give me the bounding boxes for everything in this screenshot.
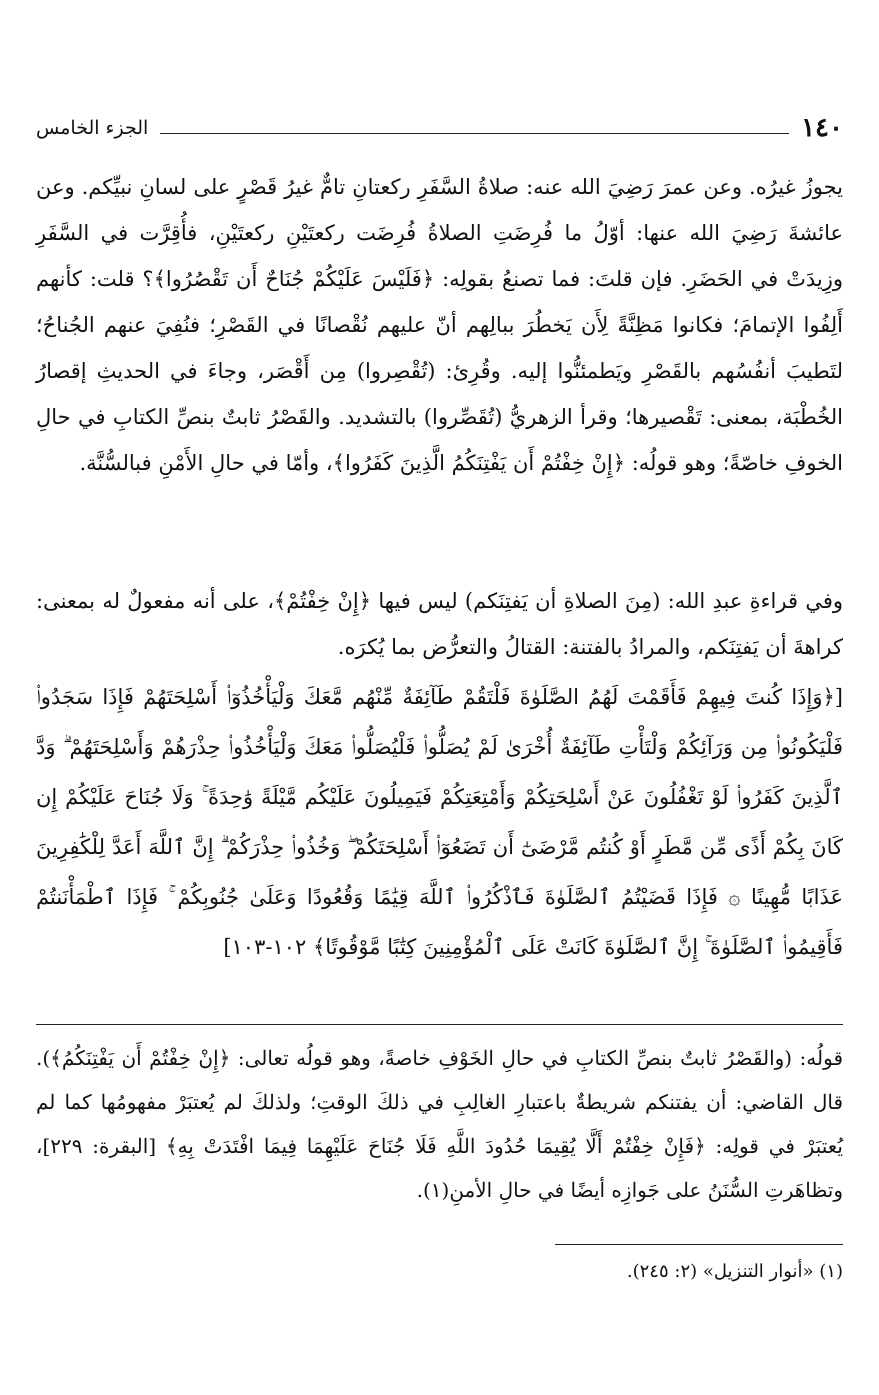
page-header: [36, 108, 843, 148]
commentary-divider: [36, 1024, 843, 1025]
verse-text: [﴿وَإِذَا كُنتَ فِيهِمْ فَأَقَمْتَ لَهُمُ الصَّلَوٰةَ فَلْتَقُمْ طَآئِفَةٌ مِّنْهُم مَّعَكَ وَلْيَأْخُذُوٓا۟ أَسْلِحَتَهُمْ فَإِذَا سَجَدُوا۟ فَلْيَكُونُوا۟ مِن وَرَآئِكُمْ وَلْتَأْتِ طَآئِفَةٌ أُخْرَىٰ لَمْ يُصَلُّوا۟ فَلْيُصَلُّوا۟ مَعَكَ وَلْيَأْخُذُوا۟ حِذْرَهُمْ وَأَسْلِحَتَهُمْ ۗ وَدَّ ٱلَّذِينَ كَفَرُوا۟ لَوْ تَغْفُلُونَ عَنْ أَسْلِحَتِكُمْ وَأَمْتِعَتِكُمْ فَيَمِيلُونَ عَلَيْكُم مَّيْلَةً وَٰحِدَةً ۚ وَلَا جُنَاحَ عَلَيْكُمْ إِن كَانَ بِكُمْ أَذًى مِّن مَّطَرٍ أَوْ كُنتُم مَّرْضَىٰٓ أَن تَضَعُوٓا۟ أَسْلِحَتَكُمْ ۖ وَخُذُوا۟ حِذْرَكُمْ ۗ إِنَّ ٱللَّهَ أَعَدَّ لِلْكَٰفِرِينَ عَذَابًا مُّهِينًا ۞ فَإِذَا قَضَيْتُمُ ٱلصَّلَوٰةَ فَٱذْكُرُوا۟ ٱللَّهَ قِيَٰمًا وَقُعُودًا وَعَلَىٰ جُنُوبِكُمْ ۚ فَإِذَا ٱطْمَأْنَنتُمْ فَأَقِيمُوا۟ ٱلصَّلَوٰةَ ۚ إِنَّ ٱلصَّلَوٰةَ كَانَتْ عَلَى ٱلْمُؤْمِنِينَ كِتَٰبًا مَّوْقُوتًا﴾ ١٠٢-١٠٣]: [36, 685, 843, 959]
header-rule: [160, 133, 789, 134]
page-number: ١٤٠: [801, 113, 843, 143]
commentary-text: قولُه: (والقَصْرُ ثابتٌ بنصِّ الكتابِ في حالِ الخَوْفِ خاصةً، وهو قولُه تعالى: ﴿إِنْ خِفْتُمْ أَن يَفْتِنَكُمُ﴾). قال القاضي: أن يفتنكم شريطةٌ باعتبارِ الغالِبِ في ذلكَ الوقتِ؛ ولذلكَ لم يُعتبَرْ مفهومُها كما لم يُعتبَرْ في قولِه: ﴿فَإِنْ خِفْتُمْ أَلَّا يُقِيمَا حُدُودَ اللَّهِ فَلَا جُنَاحَ عَلَيْهِمَا فِيمَا افْتَدَتْ بِهِ﴾ [البقرة: ٢٢٩]، وتظاهَرتِ السُّنَنُ على جَوازِه أيضًا في حالِ الأمنِ(١).: [36, 1046, 844, 1202]
main-paragraph-2: [36, 578, 843, 670]
running-title: الجزء الخامس: [36, 117, 149, 139]
paragraph-text: يجوزُ غيرُه. وعن عمرَ رَضِيَ الله عنه: صلاةُ السَّفَرِ ركعتانِ تامٌّ غيرُ قَصْرٍ على لسانِ نبيِّكم. وعن عائشةَ رَضِيَ الله عنها: أوّلُ ما فُرِضَتِ الصلاةُ فُرِضَت ركعتَيْنِ ركعتَيْنِ، فأُقِرَّت في السَّفَرِ وزِيدَتْ في الحَضَرِ. فإن قلتَ: فما تصنعُ بقولِه: ﴿فَلَيْسَ عَلَيْكُمْ جُنَاحٌ أَن تَقْصُرُوا﴾؟ قلت: كأنهم أَلِفُوا الإتمامَ؛ فكانوا مَظِنَّةً لِأَن يَخطُرَ ببالِهم أنّ عليهم نُقْصانًا في القَصْرِ؛ فنُفِيَ عنهم الجُناحُ؛ لتَطيبَ أنفُسُهم بالقَصْرِ ويَطمئنُّوا إليه. وقُرِئ: (تُقْصِروا) مِن أَقْصَر، وجاءَ في الحديثِ إقصارُ الخُطْبَة، بمعنى: تَقْصيرها؛ وقرأ الزهريُّ (تُقَصِّروا) بالتشديد. والقَصْرُ ثابتٌ بنصِّ الكتابِ في حالِ الخوفِ خاصّةً؛ وهو قولُه: ﴿إِنْ خِفْتُمْ أَن يَفْتِنَكُمُ الَّذِينَ كَفَرُوا﴾، وأمّا في حالِ الأَمْنِ فبالسُّنَّة.: [36, 175, 843, 475]
footnote-text: (١) «أنوار التنزيل» (٢: ٢٤٥).: [626, 1261, 843, 1282]
commentary-block: [36, 1036, 843, 1212]
paragraph-text: وفي قراءةِ عبدِ الله: (مِنَ الصلاةِ أن يَفتِنَكم) ليس فيها ﴿إِنْ خِفْتُمْ﴾، على أنه مفعولٌ له بمعنى: كراهةَ أن يَفتِنَكم، والمرادُ بالفتنة: القتالُ والتعرُّض بما يُكرَه.: [36, 589, 843, 659]
footnote-rule: [555, 1244, 843, 1245]
quran-verse-block: [36, 672, 843, 972]
footnote: [36, 1256, 843, 1288]
main-paragraph-1: [36, 164, 843, 486]
